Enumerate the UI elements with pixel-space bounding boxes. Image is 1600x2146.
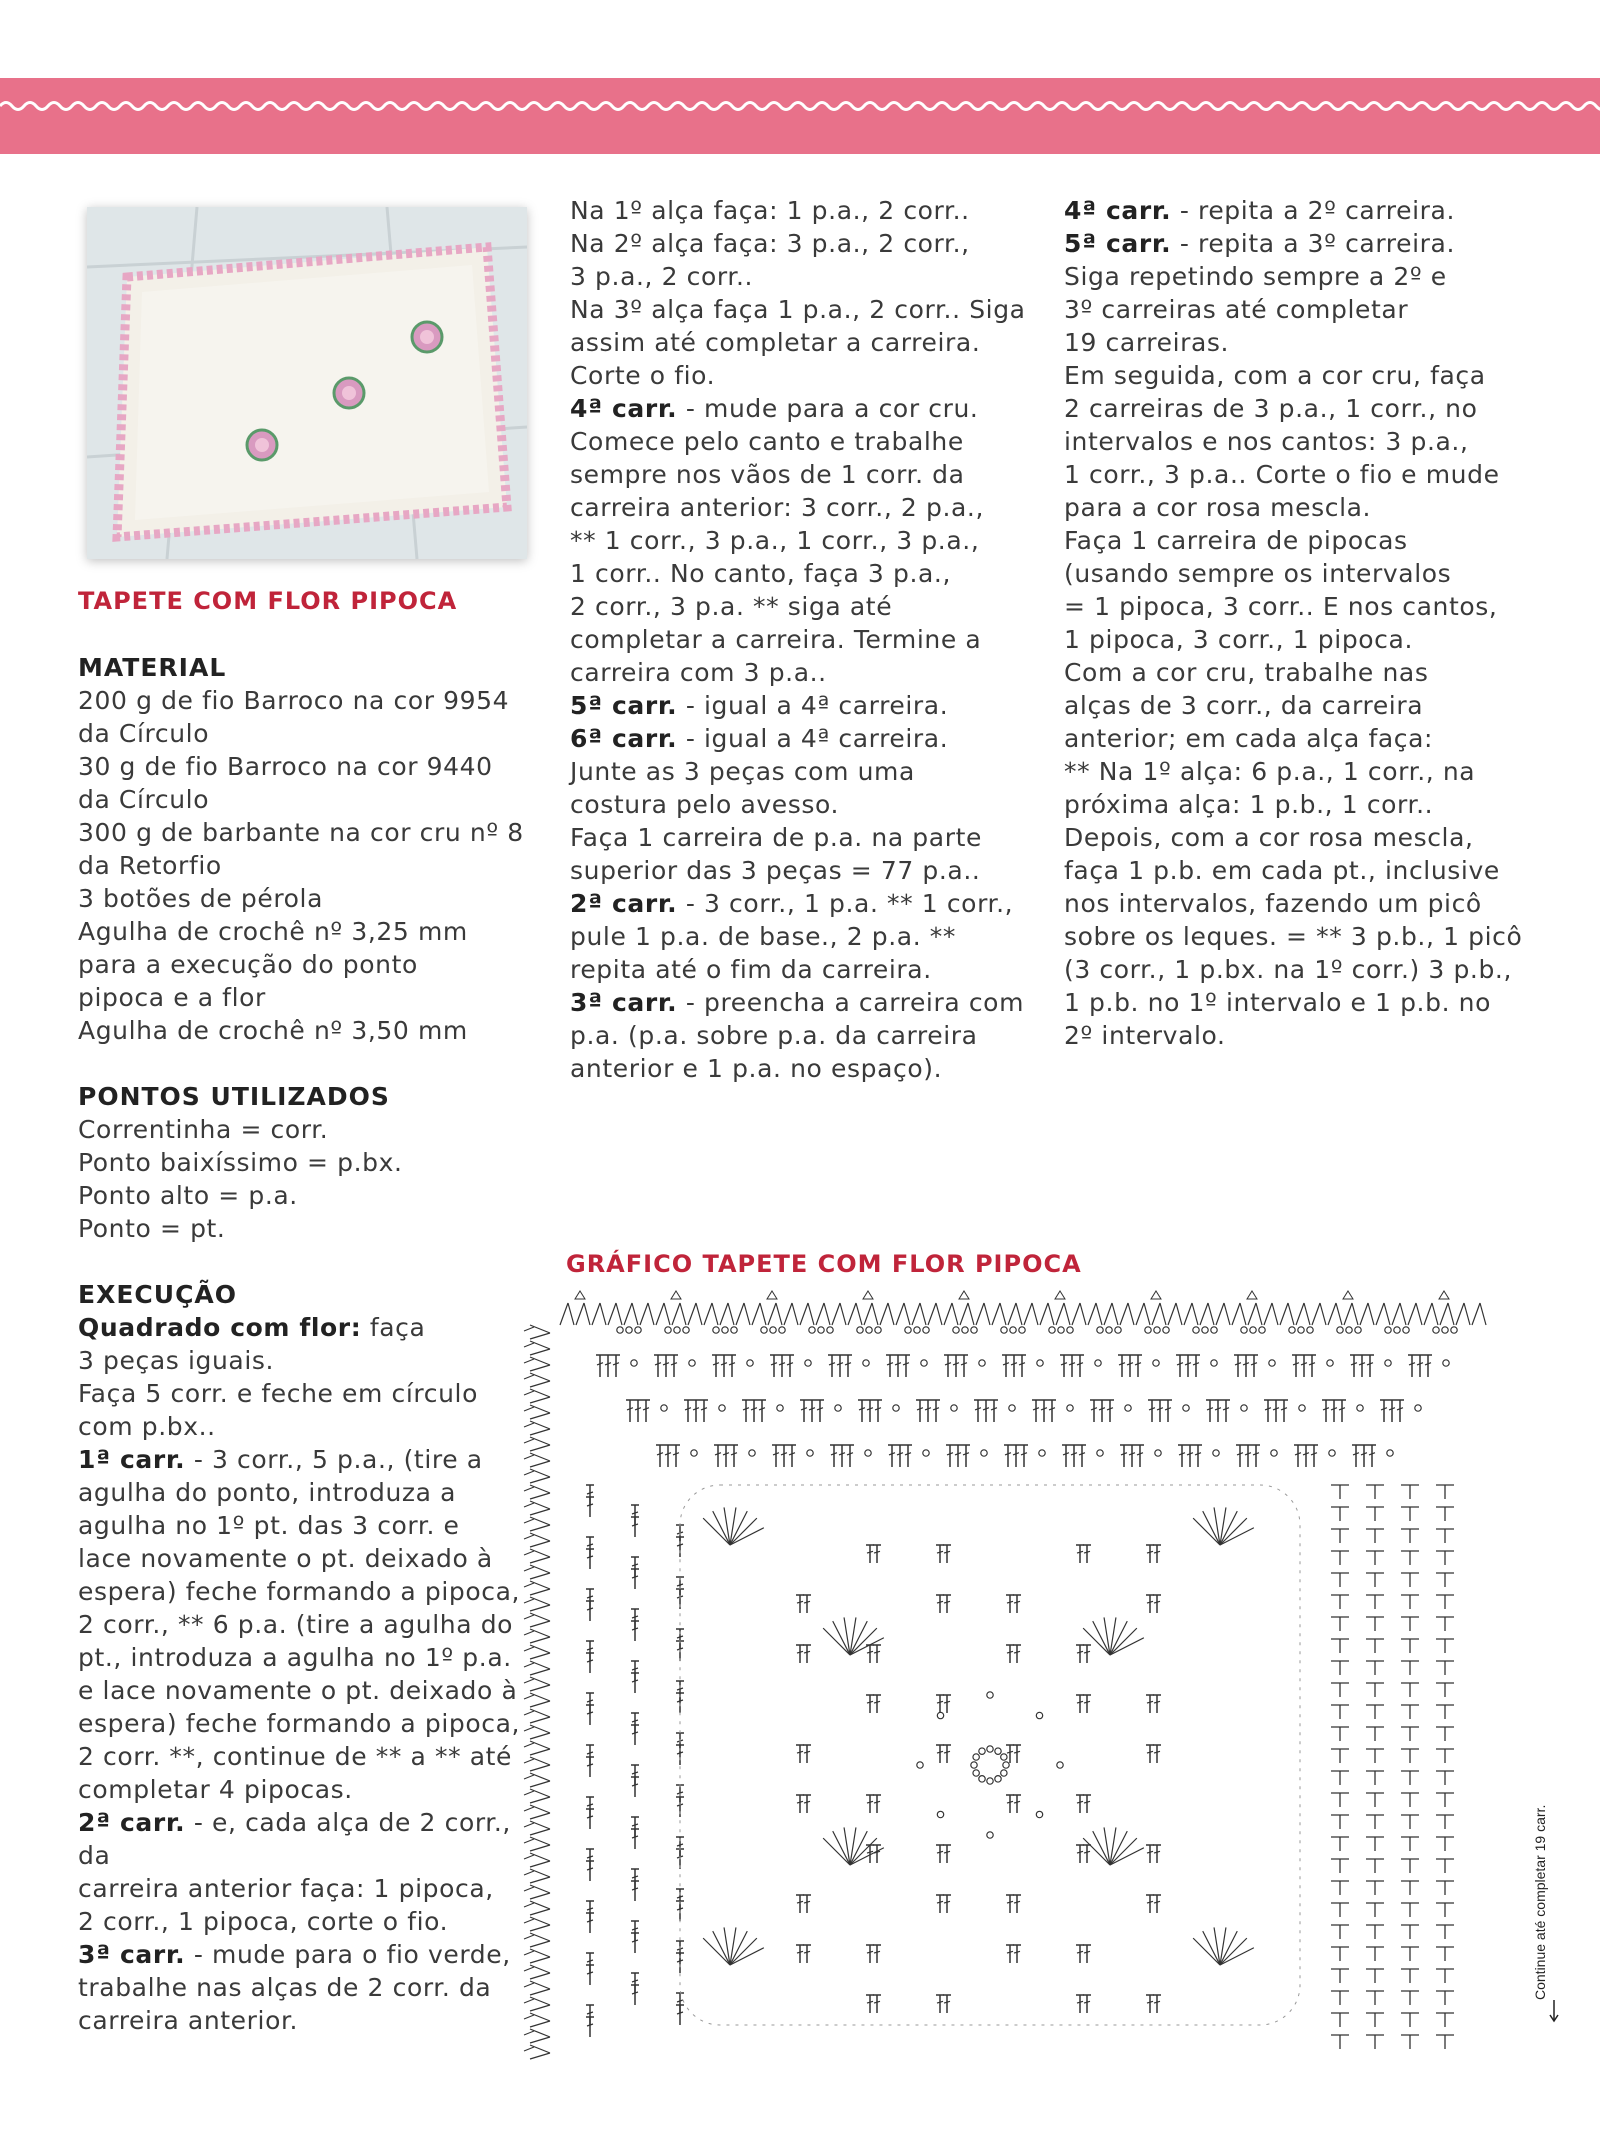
middle-line: Na 3º alça faça 1 p.a., 2 corr.. Siga — [570, 295, 1026, 324]
execucao-line: trabalhe nas alças de 2 corr. da — [78, 1973, 492, 2002]
middle-line: 2ª carr. - 3 corr., 1 p.a. ** 1 corr., — [570, 889, 1014, 918]
right-line: intervalos e nos cantos: 3 p.a., — [1064, 427, 1469, 456]
right-line: para a cor rosa mescla. — [1064, 493, 1372, 522]
right-line: sobre os leques. = ** 3 p.b., 1 picô — [1064, 922, 1523, 951]
execucao-line: completar 4 pipocas. — [78, 1775, 353, 1804]
right-line: alças de 3 corr., da carreira — [1064, 691, 1424, 720]
right-line: próxima alça: 1 p.b., 1 corr.. — [1064, 790, 1434, 819]
middle-line: Junte as 3 peças com uma — [570, 757, 915, 786]
execucao-line: e lace novamente o pt. deixado à — [78, 1676, 518, 1705]
execucao-line: 1ª carr. - 3 corr., 5 p.a., (tire a — [78, 1445, 483, 1474]
right-line: 4ª carr. - repita a 2º carreira. — [1064, 196, 1455, 225]
middle-line: 5ª carr. - igual a 4ª carreira. — [570, 691, 949, 720]
material-line: da Círculo — [78, 719, 210, 748]
right-line: Faça 1 carreira de pipocas — [1064, 526, 1408, 555]
middle-bold: 3ª carr. — [570, 988, 678, 1017]
right-line: 3º carreiras até completar — [1064, 295, 1409, 324]
ponto-line: Ponto = pt. — [78, 1214, 226, 1243]
chart-title: GRÁFICO TAPETE COM FLOR PIPOCA — [566, 1250, 1082, 1278]
middle-line: repita até o fim da carreira. — [570, 955, 932, 984]
middle-line: 4ª carr. - mude para a cor cru. — [570, 394, 979, 423]
right-bold: 4ª carr. — [1064, 196, 1172, 225]
right-line: = 1 pipoca, 3 corr.. E nos cantos, — [1064, 592, 1498, 621]
middle-line: 3 p.a., 2 corr.. — [570, 262, 754, 291]
pontos-list — [78, 1113, 538, 1245]
middle-line: Faça 1 carreira de p.a. na parte — [570, 823, 982, 852]
execucao-line: pt., introduza a agulha no 1º p.a. — [78, 1643, 512, 1672]
execucao-heading: EXECUÇÃO — [78, 1280, 238, 1309]
right-line: (usando sempre os intervalos — [1064, 559, 1452, 588]
left-column — [78, 585, 538, 2037]
execucao-line: espera) feche formando a pipoca, — [78, 1709, 521, 1738]
crochet-diagram — [520, 1285, 1520, 2065]
material-line: para a execução do ponto — [78, 950, 418, 979]
right-line: ** Na 1º alça: 6 p.a., 1 corr., na — [1064, 757, 1476, 786]
right-line: nos intervalos, fazendo um picô — [1064, 889, 1482, 918]
right-bold: 5ª carr. — [1064, 229, 1172, 258]
right-line: (3 corr., 1 p.bx. na 1º corr.) 3 p.b., — [1064, 955, 1513, 984]
execucao-line: 3 peças iguais. — [78, 1346, 275, 1375]
material-line: Agulha de crochê nº 3,50 mm — [78, 1016, 468, 1045]
middle-bold: 2ª carr. — [570, 889, 678, 918]
execucao-bold: 2ª carr. — [78, 1808, 186, 1837]
middle-column — [570, 194, 1040, 1085]
right-line: 1 corr., 3 p.a.. Corte o fio e mude — [1064, 460, 1500, 489]
right-line: 5ª carr. - repita a 3º carreira. — [1064, 229, 1455, 258]
side-note: Continue até completar 19 carr. — [1532, 1804, 1548, 2000]
middle-line: assim até completar a carreira. — [570, 328, 981, 357]
middle-line: 3ª carr. - preencha a carreira com — [570, 988, 1025, 1017]
middle-line: carreira com 3 p.a.. — [570, 658, 827, 687]
material-line: 300 g de barbante na cor cru nº 8 — [78, 818, 524, 847]
ponto-line: Ponto alto = p.a. — [78, 1181, 298, 1210]
middle-bold: 6ª carr. — [570, 724, 678, 753]
right-line: 2º intervalo. — [1064, 1021, 1226, 1050]
middle-line: 6ª carr. - igual a 4ª carreira. — [570, 724, 949, 753]
right-line: Depois, com a cor rosa mescla, — [1064, 823, 1474, 852]
middle-line: completar a carreira. Termine a — [570, 625, 982, 654]
right-line: Em seguida, com a cor cru, faça — [1064, 361, 1486, 390]
pontos-heading: PONTOS UTILIZADOS — [78, 1082, 390, 1111]
material-line: 3 botões de pérola — [78, 884, 324, 913]
right-line: 19 carreiras. — [1064, 328, 1230, 357]
execucao-line: carreira anterior faça: 1 pipoca, — [78, 1874, 494, 1903]
right-line: 1 pipoca, 3 corr., 1 pipoca. — [1064, 625, 1413, 654]
right-line: 2 carreiras de 3 p.a., 1 corr., no — [1064, 394, 1478, 423]
ponto-line: Ponto baixíssimo = p.bx. — [78, 1148, 403, 1177]
execucao-line: espera) feche formando a pipoca, — [78, 1577, 521, 1606]
execucao-line: Quadrado com flor: faça — [78, 1313, 426, 1342]
ponto-line: Correntinha = corr. — [78, 1115, 329, 1144]
material-line: da Círculo — [78, 785, 210, 814]
execucao-list — [78, 1311, 538, 2037]
right-column — [1064, 194, 1534, 1052]
execucao-line: 2 corr., 1 pipoca, corte o fio. — [78, 1907, 449, 1936]
material-line: Agulha de crochê nº 3,25 mm — [78, 917, 468, 946]
article-title: TAPETE COM FLOR PIPOCA — [78, 587, 458, 615]
execucao-line: agulha no 1º pt. das 3 corr. e — [78, 1511, 460, 1540]
execucao-line: 2 corr. **, continue de ** a ** até — [78, 1742, 513, 1771]
material-line: pipoca e a flor — [78, 983, 266, 1012]
middle-line: costura pelo avesso. — [570, 790, 840, 819]
middle-bold: 5ª carr. — [570, 691, 678, 720]
execucao-line: 3ª carr. - mude para o fio verde, — [78, 1940, 511, 1969]
middle-line: p.a. (p.a. sobre p.a. da carreira — [570, 1021, 978, 1050]
arrow-down-icon — [1548, 2000, 1560, 2024]
middle-line: Na 2º alça faça: 3 p.a., 2 corr., — [570, 229, 970, 258]
header-band — [0, 78, 1600, 154]
right-line: Siga repetindo sempre a 2º e — [1064, 262, 1447, 291]
execucao-line: carreira anterior. — [78, 2006, 299, 2035]
middle-line: sempre nos vãos de 1 corr. da — [570, 460, 965, 489]
middle-line: Comece pelo canto e trabalhe — [570, 427, 964, 456]
execucao-bold: 3ª carr. — [78, 1940, 186, 1969]
rug-photo — [87, 207, 527, 559]
middle-line: Na 1º alça faça: 1 p.a., 2 corr.. — [570, 196, 970, 225]
middle-line: anterior e 1 p.a. no espaço). — [570, 1054, 943, 1083]
execucao-line: com p.bx.. — [78, 1412, 216, 1441]
right-line: Com a cor cru, trabalhe nas — [1064, 658, 1429, 687]
middle-line: superior das 3 peças = 77 p.a.. — [570, 856, 981, 885]
middle-line: 2 corr., 3 p.a. ** siga até — [570, 592, 893, 621]
execucao-line: Faça 5 corr. e feche em círculo — [78, 1379, 478, 1408]
execucao-bold: 1ª carr. — [78, 1445, 186, 1474]
material-list — [78, 684, 538, 1047]
material-heading: MATERIAL — [78, 653, 227, 682]
right-line: anterior; em cada alça faça: — [1064, 724, 1434, 753]
middle-bold: 4ª carr. — [570, 394, 678, 423]
middle-line: ** 1 corr., 3 p.a., 1 corr., 3 p.a., — [570, 526, 980, 555]
execucao-line: 2 corr., ** 6 p.a. (tire a agulha do — [78, 1610, 514, 1639]
material-line: 30 g de fio Barroco na cor 9440 — [78, 752, 493, 781]
material-line: da Retorfio — [78, 851, 222, 880]
middle-line: pule 1 p.a. de base., 2 p.a. ** — [570, 922, 956, 951]
middle-line: Corte o fio. — [570, 361, 716, 390]
material-line: 200 g de fio Barroco na cor 9954 — [78, 686, 510, 715]
right-line: 1 p.b. no 1º intervalo e 1 p.b. no — [1064, 988, 1492, 1017]
execucao-line: lace novamente o pt. deixado à — [78, 1544, 493, 1573]
execucao-bold: Quadrado com flor: — [78, 1313, 362, 1342]
wavy-line-icon — [0, 98, 1600, 114]
execucao-line: agulha do ponto, introduza a — [78, 1478, 457, 1507]
right-line: faça 1 p.b. em cada pt., inclusive — [1064, 856, 1500, 885]
middle-line: 1 corr.. No canto, faça 3 p.a., — [570, 559, 952, 588]
execucao-line: 2ª carr. - e, cada alça de 2 corr., da — [78, 1808, 511, 1870]
middle-line: carreira anterior: 3 corr., 2 p.a., — [570, 493, 985, 522]
